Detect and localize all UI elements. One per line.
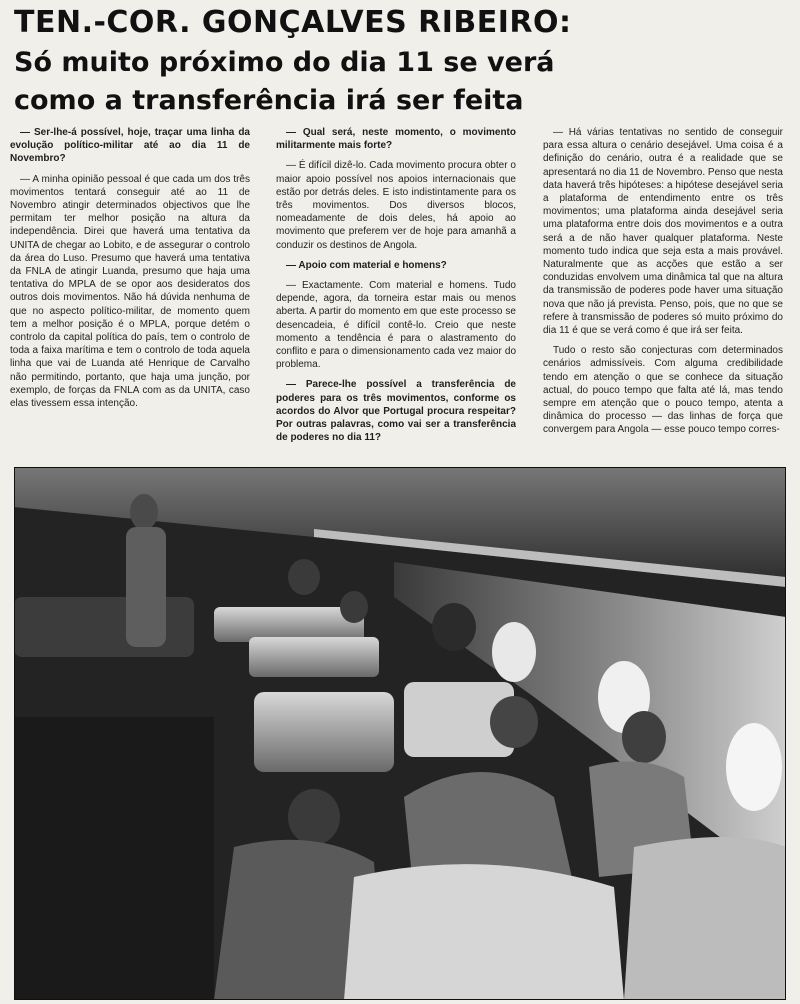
seat-foreground	[624, 837, 786, 1000]
cabin-window	[726, 723, 782, 811]
passenger-head	[490, 696, 538, 748]
airplane-cabin-photo	[14, 467, 786, 1000]
cabin-photo-illustration	[14, 467, 786, 1000]
answer-paragraph: Tudo o resto são conjecturas com determinados cenários admissíveis. Com alguma credibilidade tendo em atenção o que se conhece da situação actual, do pouco tempo que falta até lá, mas tendo sempre em atenção que o pouco tempo, atenta a dinâmica do processo — das linhas de força que convergem para Angola — esse pouco tempo corres-	[543, 345, 783, 436]
question-paragraph: — Qual será, neste momento, o movimento militarmente mais forte?	[276, 127, 516, 152]
answer-paragraph: — A minha opinião pessoal é que cada um dos três movimentos tentará conseguir até ao 11 de Novembro atingir determinados objectivos que lhe permitam ter melhor posição na altura da independência. Direi que haverá uma tentativa da UNITA de chegar ao Lobito, e de assegurar o controlo da área do Luso. Presumo que haverá uma tentativa da FNLA de atingir Luanda, presumo que haja uma tentativa do MPLA de se opor aos desideratos dos outros dois movimentos. Não há dúvida nenhuma de que no aspecto político-militar, de momento quem tem a melhor posição é o MPLA, porque detém o controlo da capital política do país, tem o controlo de toda a faixa marítima e tem o controlo de toda aquela linha que vai de Luanda até Henrique de Carvalho não permitindo, portanto, que haja uma junção, por exemplo, de forças da FNLA com as da UNITA, caso elas tivessem essa intenção.	[10, 173, 250, 410]
headline-line-2: como a transferência irá ser feita	[14, 85, 524, 116]
article-headline	[14, 44, 784, 120]
answer-paragraph: — É difícil dizê-lo. Cada movimento procura obter o maior apoio possível nos apoios internacionais que estão por detrás deles. E isto indistintamente para os três movimentos. Dos diversos blocos, nomeadamente de dois deles, há apoio ao movimento que preferem ver de hoje para amanhã a conduzir os destinos de Angola.	[276, 160, 516, 251]
article-kicker: TEN.-COR. GONÇALVES RIBEIRO:	[14, 5, 572, 40]
question-paragraph: — Ser-lhe-á possível, hoje, traçar uma linha da evolução político-militar até ao dia 11 de Novembro?	[10, 127, 250, 165]
passenger-standing	[130, 494, 158, 530]
text-column-2	[276, 126, 516, 458]
text-column-1	[10, 126, 250, 458]
headline-line-1: Só muito próximo do dia 11 se verá	[14, 47, 555, 78]
passenger-head	[622, 711, 666, 763]
passenger-head	[288, 789, 340, 845]
text-column-3	[543, 126, 783, 458]
seat-back	[254, 692, 394, 772]
question-paragraph: — Parece-lhe possível a transferência de poderes para os três movimentos, conforme os acordos do Alvor que Portugal procura respeitar? Por outras palavras, como vai ser a transferência de poderes no dia 11?	[276, 379, 516, 444]
seat-back	[249, 637, 379, 677]
answer-paragraph: — Exactamente. Com material e homens. Tudo depende, agora, da torneira estar mais ou menos aberta. A partir do momento em que este processo se desencadeia, é difícil contê-lo. Creio que neste momento a tendência é para o alastramento do conflito e para o dimensionamento cada vez maior do problema.	[276, 280, 516, 371]
question-paragraph: — Apoio com material e homens?	[286, 259, 447, 271]
seat-foreground	[344, 864, 624, 1000]
cabin-window	[492, 622, 536, 682]
answer-paragraph: — Há várias tentativas no sentido de conseguir para essa altura o cenário desejável. Uma coisa é a definição do cenário, outra é a realidade que se apresentará no dia 11 de Novembro. Penso que nesta data haverá três hipóteses: a hipótese desejável seria a plataforma de entendimento entre os três movimentos; uma plataforma ainda desejável seria uma plataforma entre dois dos movimentos e a outra será a de não haver qualquer plataforma. Neste momento tudo indica que seja esta a mais provável. Naturalmente que as acções que estão a ser conduzidas envolvem uma dinâmica tal que na altura da transmissão de poderes pode haver uma situação nova que não já prevista. Penso, pois, que no que se refere à transmissão de poderes só muito próximo do dia 11 é que se verá como é que irá ser feita.	[543, 127, 783, 337]
